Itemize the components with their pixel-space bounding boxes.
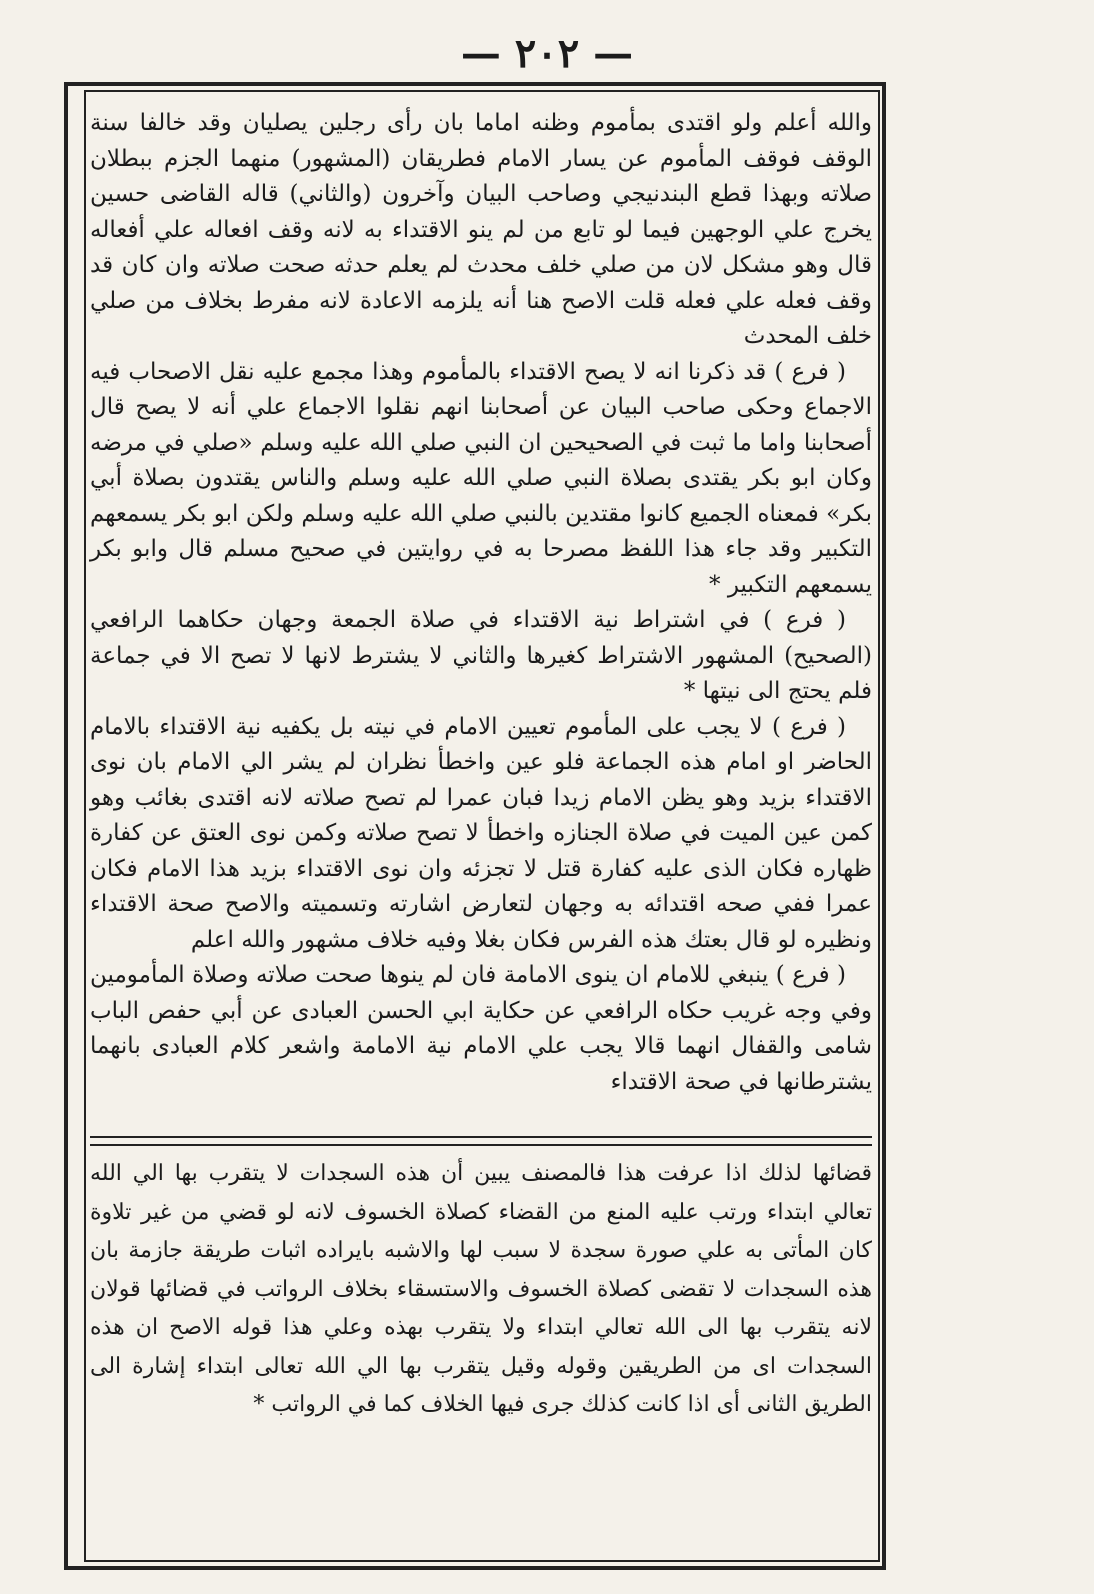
page-number: — ٢٠٢ — xyxy=(460,30,634,77)
paragraph-fara-4: ( فرع ) ينبغي للامام ان ينوى الامامة فان لم ينوها صحت صلاته وصلاة المأمومين وفي وجه غريب حكاه الرافعي عن حكاية ابي الحسن العبادى عن أبي حفص الباب شامى والقفال انهما قالا يجب علي الامام نية الامامة واشعر كلام العبادى بانهما يشترطانها في صحة الاقتداء xyxy=(90,962,872,1095)
paragraph-fara-1: ( فرع ) قد ذكرنا انه لا يصح الاقتداء بالمأموم وهذا مجمع عليه نقل الاصحاب فيه الاجماع وحكى صاحب البيان عن أصحابنا انهم نقلوا الاجماع علي أنه لا يصح قال أصحابنا واما ما ثبت في الصحيحين ان النبي صلي الله عليه وسلم «صلي في مرضه وكان ابو بكر يقتدى بصلاة النبي صلي الله عليه وسلم والناس يقتدون بصلاة أبي بكر» فمعناه الجميع كانوا مقتدين بالنبي صلي الله عليه وسلم ولكن ابو بكر يسمعهم التكبير وقد جاء هذا اللفظ مصرحا به في روايتين في صحيح مسلم قال وابو بكر يسمعهم التكبير * xyxy=(90,358,872,598)
footnote-divider xyxy=(90,1136,872,1138)
main-text-body xyxy=(90,106,872,1100)
paragraph-intro: والله أعلم ولو اقتدى بمأموم وظنه اماما بان رأى رجلين يصليان وقد خالفا سنة الوقف فوقف المأموم عن يسار الامام فطريقان (المشهور) منهما الجزم ببطلان صلاته وبهذا قطع البندنيجي وصاحب البيان وآخرون (والثاني) قاله القاضى حسين يخرج علي الوجهين فيما لو تابع من لم ينو الاقتداء به لانه وقف افعاله علي أفعاله قال وهو مشكل لان من صلي خلف محدث لم يعلم حدثه صحت صلاته وان كان قد وقف فعله علي فعله قلت الاصح هنا أنه يلزمه الاعادة لانه مفرط بخلاف من صلي خلف المحدث xyxy=(90,110,872,349)
paragraph-fara-2: ( فرع ) في اشتراط نية الاقتداء في صلاة الجمعة وجهان حكاهما الرافعي (الصحيح) المشهور الاشتراط كغيرها والثاني لا يشترط لانها لا تصح الا في جماعة فلم يحتج الى نيتها * xyxy=(90,607,872,704)
footnote-text: قضائها لذلك اذا عرفت هذا فالمصنف يبين أن هذه السجدات لا يتقرب بها الي الله تعالي ابتداء ورتب عليه المنع من القضاء كصلاة الخسوف لانه لو قضي من غير تلاوة كان المأتى به علي صورة سجدة لا سبب لها والاشبه بايراده اثبات طريقة جازمة بان هذه السجدات لا تقضى كصلاة الخسوف والاستسقاء بخلاف الرواتب في قضائها قولان لانه يتقرب بها الى الله تعالي ابتداء ولا يتقرب بهذه وعلي هذا قوله الاصح ان هذه السجدات اى من الطريقين وقوله وقيل يتقرب بها الي الله تعالى ابتداء إشارة الى الطريق الثانى أى اذا كانت كذلك جرى فيها الخلاف كما في الرواتب * xyxy=(90,1161,872,1417)
footnote-divider-second xyxy=(90,1144,872,1146)
footnote-body xyxy=(90,1155,872,1425)
paragraph-fara-3: ( فرع ) لا يجب على المأموم تعيين الامام في نيته بل يكفيه نية الاقتداء بالامام الحاضر او امام هذه الجماعة فلو عين واخطأ نظران لم يشر الي الامام بان نوى الاقتداء بزيد وهو يظن الامام زيدا فبان عمرا لم تصح صلاته لانه اقتدى بغائب وهو كمن عين الميت في صلاة الجنازه واخطأ لا تصح صلاته وكمن نوى العتق عن كفارة ظهاره فكان الذى عليه كفارة قتل لا تجزئه وان نوى الاقتداء بزيد هذا الامام فكان عمرا ففي صحه اقتدائه به وجهان لتعارض اشارته وتسميته والاصح صحة الاقتداء ونظيره لو قال بعتك هذه الفرس فكان بغلا وفيه خلاف مشهور والله اعلم xyxy=(90,713,872,953)
